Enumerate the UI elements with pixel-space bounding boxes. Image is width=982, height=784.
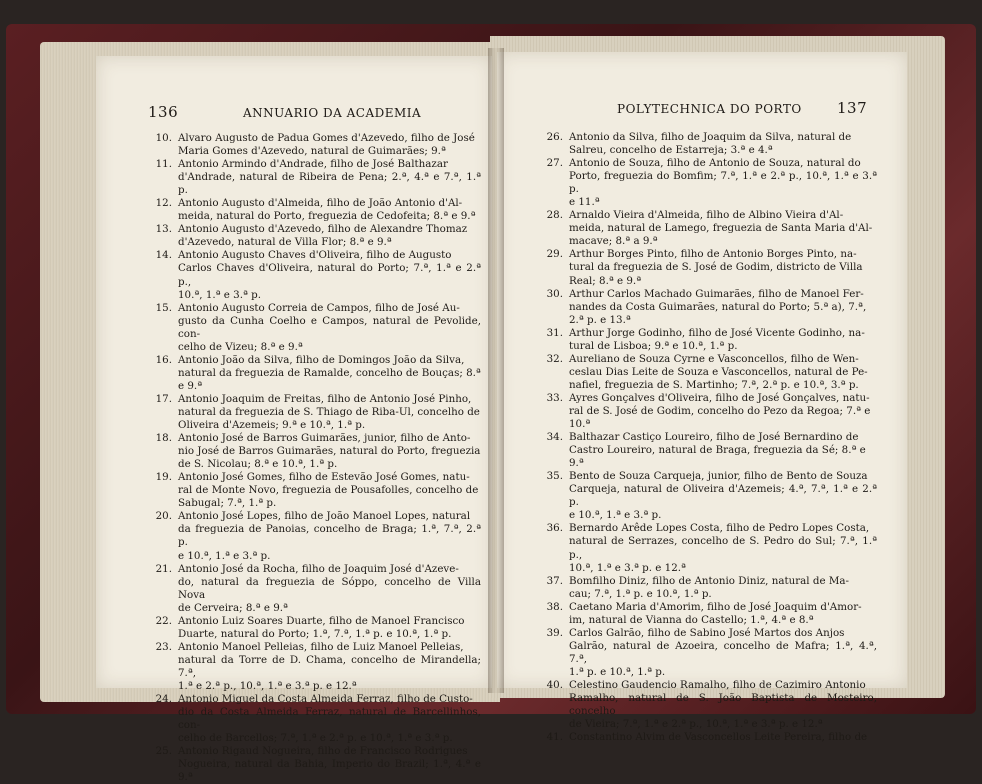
entry-text: Carlos Galrão, filho de Sabino José Martos dos Anjos Galrão, natural de Azoeira, concelho de Mafra; 1.ª, 4.ª, 7.ª, 1.ª p. e 10.ª, 1.ª p. bbox=[569, 626, 877, 678]
entry-text: Arnaldo Vieira d'Almeida, filho de Albino Vieira d'Al- meida, natural de Lamego, freguezia de Santa Maria d'Al- macave; 8.ª a 9.ª bbox=[569, 209, 873, 248]
entry-text: Celestino Gaudencio Ramalho, filho de Cazimiro Antonio Ramalho, natural de S. João Baptista de Mosteiro, concelho de Vieira; 7.ª, 1.ª e 2.ª p., 10.ª, 1.ª e 3.ª p. e 12.ª bbox=[569, 678, 877, 731]
entry-number: 35. bbox=[546, 470, 563, 483]
right-entry-list bbox=[537, 131, 877, 744]
right-page bbox=[497, 52, 907, 744]
left-page-number: 136 bbox=[148, 103, 179, 121]
entry-text: Arthur Borges Pinto, filho de Antonio Borges Pinto, na- tural da freguezia de S. José de Godim, districto de Villa Real; 8.ª e 9.ª bbox=[569, 248, 863, 287]
entry-text: Alvaro Augusto de Padua Gomes d'Azevedo, filho de José Maria Gomes d'Azevedo, natural de Guimarães; 9.ª bbox=[178, 132, 475, 158]
entry-number: 18. bbox=[155, 432, 172, 445]
left-page bbox=[96, 56, 492, 784]
list-item bbox=[146, 302, 481, 354]
list-item bbox=[146, 197, 481, 223]
entry-number: 30. bbox=[546, 287, 563, 300]
entry-number: 33. bbox=[546, 391, 563, 404]
entry-number: 28. bbox=[546, 209, 563, 222]
list-item bbox=[537, 470, 877, 522]
entry-number: 21. bbox=[155, 562, 172, 575]
entry-number: 31. bbox=[546, 326, 563, 339]
right-page-number: 137 bbox=[837, 99, 868, 117]
list-item bbox=[146, 223, 481, 249]
entry-number: 13. bbox=[155, 223, 172, 236]
entry-number: 17. bbox=[155, 392, 172, 405]
entry-text: Antonio Augusto Chaves d'Oliveira, filho de Augusto Carlos Chaves d'Oliveira, natural do Porto; 7.ª, 1.ª e 2.ª p., 10.ª, 1.ª e 3.ª p. bbox=[178, 249, 481, 301]
list-item bbox=[537, 248, 877, 287]
list-item bbox=[537, 131, 877, 157]
list-item bbox=[146, 641, 481, 693]
entry-number: 29. bbox=[546, 248, 563, 261]
entry-number: 34. bbox=[546, 431, 563, 444]
left-entry-list bbox=[146, 132, 481, 784]
entry-number: 19. bbox=[155, 471, 172, 484]
entry-text: Antonio Rigaud Nogueira, filho de Francisco Rodrigues Nogueira, natural da Bahia, Imperio do Brazil; 1.ª, 4.ª e 9.ª bbox=[178, 745, 481, 784]
entry-number: 27. bbox=[546, 157, 563, 170]
list-item bbox=[146, 132, 481, 158]
entry-text: Antonio José de Barros Guimarães, junior, filho de Anto- nio José de Barros Guimarães, natural do Porto, freguezia de S. Nicolau; 8.ª e 10.ª, 1.ª p. bbox=[178, 432, 481, 471]
list-item bbox=[537, 679, 877, 731]
entry-text: Bento de Souza Carqueja, junior, filho de Bento de Souza Carqueja, natural de Oliveira d'Azemeis; 4.ª, 7.ª, 1.ª e 2.ª p. e 10.ª, 1.ª e 3.ª p. bbox=[569, 470, 877, 522]
entry-text: Antonio João da Silva, filho de Domingos João da Silva, natural da freguezia de Ramalde, concelho de Bouças; 8.ª e 9.ª bbox=[178, 353, 481, 392]
entry-text: Bomfilho Diniz, filho de Antonio Diniz, natural de Ma- cau; 7.ª, 1.ª p. e 10.ª, 1.ª p. bbox=[569, 574, 849, 600]
entry-number: 22. bbox=[155, 614, 172, 627]
entry-number: 36. bbox=[546, 522, 563, 535]
entry-text: Antonio Augusto d'Almeida, filho de João Antonio d'Al- meida, natural do Porto, freguezia de Cedofeita; 8.ª e 9.ª bbox=[178, 197, 476, 223]
entry-number: 10. bbox=[155, 132, 172, 144]
list-item bbox=[146, 471, 481, 510]
list-item bbox=[537, 431, 877, 470]
entry-number: 39. bbox=[546, 626, 563, 639]
entry-text: Antonio Joaquim de Freitas, filho de Antonio José Pinho, natural da freguezia de S. Thiago de Riba-Ul, concelho de Oliveira d'Azemeis; 9.ª e 10.ª, 1.ª p. bbox=[178, 392, 480, 432]
list-item bbox=[537, 288, 877, 327]
list-item bbox=[537, 575, 877, 601]
entry-text: Antonio Augusto Correia de Campos, filho de José Au- gusto da Cunha Coelho e Campos, natural de Pevolide, con- celho de Vizeu; 8.ª e 9.ª bbox=[178, 301, 481, 353]
list-item bbox=[146, 563, 481, 615]
entry-text: Antonio Augusto d'Azevedo, filho de Alexandre Thomaz d'Azevedo, natural de Villa Flor; 8.ª e 9.ª bbox=[178, 223, 468, 249]
entry-text: Antonio de Souza, filho de Antonio de Souza, natural do Porto, freguezia do Bomfim; 7.ª, 1.ª e 2.ª p., 10.ª, 1.ª e 3.ª p. e 11.ª bbox=[569, 157, 877, 209]
list-item bbox=[537, 601, 877, 627]
book-gutter bbox=[488, 48, 504, 693]
list-item bbox=[146, 158, 481, 197]
list-item bbox=[146, 393, 481, 432]
entry-text: Arthur Jorge Godinho, filho de José Vicente Godinho, na- tural de Lisboa; 9.ª e 10.ª, 1.ª p. bbox=[569, 326, 865, 352]
entry-number: 12. bbox=[155, 197, 172, 210]
entry-number: 41. bbox=[546, 731, 563, 744]
entry-number: 25. bbox=[155, 745, 172, 758]
list-item bbox=[537, 353, 877, 392]
entry-text: Bernardo Arêde Lopes Costa, filho de Pedro Lopes Costa, natural de Serrazes, concelho de S. Pedro do Sul; 7.ª, 1.ª p., 10.ª, 1.ª e 3.ª p. e 12.ª bbox=[569, 522, 877, 574]
entry-number: 26. bbox=[546, 131, 563, 143]
entry-text: Antonio José Lopes, filho de João Manoel Lopes, natural da freguezia de Panoias, concelho de Braga; 1.ª, 7.ª, 2.ª p. e 10.ª, 1.ª e 3.ª p. bbox=[178, 510, 481, 562]
list-item bbox=[146, 432, 481, 471]
list-item bbox=[146, 745, 481, 784]
list-item bbox=[537, 327, 877, 353]
entry-text: Caetano Maria d'Amorim, filho de José Joaquim d'Amor- im, natural de Vianna do Castello; 1.ª, 4.ª e 8.ª bbox=[569, 600, 862, 626]
list-item bbox=[146, 249, 481, 301]
list-item bbox=[146, 693, 481, 745]
entry-text: Constantino Alvim de Vasconcellos Leite Pereira, filho de bbox=[569, 731, 868, 744]
entry-number: 11. bbox=[155, 158, 172, 171]
entry-number: 32. bbox=[546, 352, 563, 365]
entry-number: 38. bbox=[546, 600, 563, 613]
list-item bbox=[146, 354, 481, 393]
entry-number: 20. bbox=[155, 510, 172, 523]
entry-text: Ayres Gonçalves d'Oliveira, filho de José Gonçalves, natu- ral de S. José de Godim, concelho do Pezo da Regoa; 7.ª e 10.ª bbox=[569, 391, 871, 431]
entry-text: Antonio José da Rocha, filho de Joaquim José d'Azeve- do, natural da freguezia de Sóppo, concelho de Villa Nova de Cerveira; 8.ª e 9.ª bbox=[178, 562, 481, 614]
entry-text: Antonio Miguel da Costa Almeida Ferraz, filho de Custo- dio da Costa Almeida Ferraz, natural de Barcellinhos, con- celho de Barcellos; 7.ª, 1.ª e 2.ª p. e 10.ª, 1.ª e 3.ª p. bbox=[178, 693, 481, 745]
list-item bbox=[537, 731, 877, 744]
entry-number: 15. bbox=[155, 301, 172, 314]
entry-number: 40. bbox=[546, 678, 563, 691]
left-running-title: ANNUARIO DA ACADEMIA bbox=[243, 106, 422, 120]
entry-number: 24. bbox=[155, 693, 172, 706]
list-item bbox=[537, 392, 877, 431]
entry-text: Antonio Luiz Soares Duarte, filho de Manoel Francisco Duarte, natural do Porto; 1.ª, 7.ª, 1.ª p. e 10.ª, 1.ª p. bbox=[178, 614, 465, 640]
entry-text: Antonio José Gomes, filho de Estevão José Gomes, natu- ral de Monte Novo, freguezia de Pousafolles, concelho de Sabugal; 7.ª, 1.ª p. bbox=[178, 471, 479, 510]
entry-number: 23. bbox=[155, 640, 172, 653]
list-item bbox=[537, 157, 877, 209]
entry-text: Antonio da Silva, filho de Joaquim da Silva, natural de Salreu, concelho de Estarreja; 3.ª e 4.ª bbox=[569, 131, 852, 157]
entry-text: Antonio Armindo d'Andrade, filho de José Balthazar d'Andrade, natural de Ribeira de Pena; 2.ª, 4.ª e 7.ª, 1.ª p. bbox=[178, 158, 481, 197]
entry-text: Balthazar Castiço Loureiro, filho de José Bernardino de Castro Loureiro, natural de Braga, freguezia da Sé; 8.ª e 9.ª bbox=[569, 431, 866, 470]
list-item bbox=[146, 510, 481, 562]
list-item bbox=[146, 615, 481, 641]
entry-text: Aureliano de Souza Cyrne e Vasconcellos, filho de Wen- ceslau Dias Leite de Souza e Vasconcellos, natural de Pe- nafiel, freguezia de S. Martinho; 7.ª, 2.ª p. e 10.ª, 3.ª p. bbox=[569, 352, 868, 391]
list-item bbox=[537, 522, 877, 574]
entry-number: 14. bbox=[155, 249, 172, 262]
right-running-title: POLYTECHNICA DO PORTO bbox=[617, 102, 802, 116]
entry-number: 16. bbox=[155, 353, 172, 366]
entry-text: Antonio Manoel Pelleias, filho de Luiz Manoel Pelleias, natural da Torre de D. Chama, concelho de Mirandella; 7.ª, 1.ª e 2.ª p., 10.ª, 1.ª e 3.ª p. e 12.ª bbox=[178, 640, 481, 692]
entry-text: Arthur Carlos Machado Guimarães, filho de Manoel Fer- nandes da Costa Guimarães, natural do Porto; 5.ª a), 7.ª, 2.ª p. e 13.ª bbox=[569, 287, 867, 326]
list-item bbox=[537, 209, 877, 248]
list-item bbox=[537, 627, 877, 679]
entry-number: 37. bbox=[546, 574, 563, 587]
